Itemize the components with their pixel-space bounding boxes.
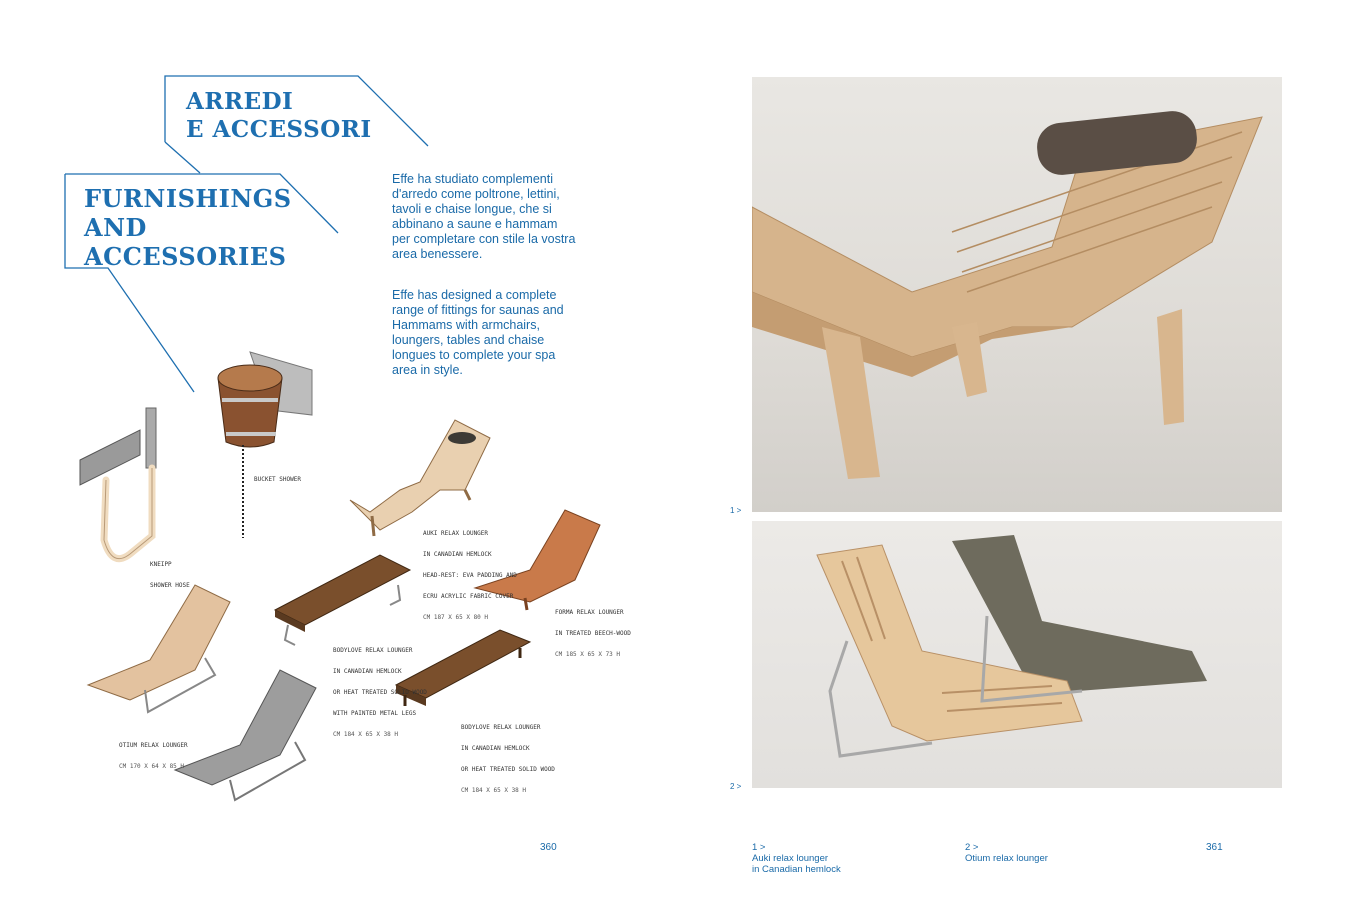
product-illustrations <box>0 340 660 810</box>
caption-line: in Canadian hemlock <box>752 864 841 875</box>
label-line: IN CANADIAN HEMLOCK <box>423 551 492 558</box>
caption-line: Auki relax lounger <box>752 853 829 864</box>
photo-marker-1: 1 > <box>730 506 742 515</box>
page-number-right: 361 <box>1206 842 1223 853</box>
caption-marker: 1 > <box>752 842 766 853</box>
label-bodylove-2 <box>461 710 555 801</box>
bodylove-lounger-1-illustration <box>275 555 410 645</box>
otium-loungers-photo-drawing <box>752 521 1282 788</box>
label-dims: CM 185 X 65 X 73 H <box>555 651 621 658</box>
caption-marker: 2 > <box>965 842 979 853</box>
label-auki <box>423 516 517 628</box>
label-line: IN CANADIAN HEMLOCK <box>333 668 402 675</box>
page-number-left: 360 <box>540 842 557 853</box>
intro-italian: Effe ha studiato complementi d'arredo come poltrone, lettini, tavoli e chaise longue, che si abbinano a saune e hammam per completare con stile la vostra area benessere. <box>392 172 576 261</box>
label-line: SHOWER HOSE <box>150 582 190 589</box>
otium-grey-lounger-illustration <box>175 670 316 800</box>
label-line: BUCKET SHOWER <box>254 476 301 483</box>
label-line: OR HEAT TREATED SOLID WOOD <box>333 689 427 696</box>
label-line: OR HEAT TREATED SOLID WOOD <box>461 766 555 773</box>
label-line: WITH PAINTED METAL LEGS <box>333 710 417 717</box>
label-forma <box>555 595 631 665</box>
label-line: FORMA RELAX LOUNGER <box>555 609 624 616</box>
title-en-line1: FURNISHINGS <box>84 184 292 213</box>
label-line: OTIUM RELAX LOUNGER <box>119 742 188 749</box>
label-line: IN TREATED BEECH-WOOD <box>555 630 631 637</box>
intro-english: Effe has designed a complete range of fittings for saunas and Hammams with armchairs, loungers, tables and chaise longues to complete your spa area in style. <box>392 288 564 377</box>
title-en-line3: ACCESSORIES <box>84 242 287 271</box>
title-en-line2: AND <box>84 213 147 242</box>
caption-1 <box>752 842 841 875</box>
label-line: IN CANADIAN HEMLOCK <box>461 745 530 752</box>
bucket-shower-illustration <box>218 352 312 538</box>
label-line: ECRU ACRYLIC FABRIC COVER <box>423 593 514 600</box>
title-it-line1: ARREDI <box>186 88 294 115</box>
label-bucket-shower <box>254 462 301 490</box>
label-dims: CM 184 X 65 X 38 H <box>333 731 399 738</box>
title-english <box>84 184 292 271</box>
caption-2 <box>965 842 1048 864</box>
photo-otium-loungers <box>752 521 1282 788</box>
title-it-line2: E ACCESSORI <box>186 116 372 143</box>
label-dims: CM 187 X 65 X 80 H <box>423 614 489 621</box>
label-bodylove-1 <box>333 633 427 745</box>
label-dims: CM 184 X 65 X 38 H <box>461 787 527 794</box>
label-dims: CM 170 X 64 X 85 H <box>119 763 185 770</box>
otium-wood-lounger-illustration <box>88 585 230 712</box>
label-otium <box>119 728 188 777</box>
label-line: AUKI RELAX LOUNGER <box>423 530 489 537</box>
kneipp-hose-illustration <box>80 408 156 559</box>
caption-line: Otium relax lounger <box>965 853 1048 864</box>
label-line: KNEIPP <box>150 561 172 568</box>
photo-marker-2: 2 > <box>730 782 742 791</box>
label-line: BODYLOVE RELAX LOUNGER <box>333 647 413 654</box>
label-line: HEAD-REST: EVA PADDING AND <box>423 572 517 579</box>
auki-lounger-photo-drawing <box>752 77 1282 512</box>
title-italian <box>186 88 372 144</box>
label-kneipp <box>150 547 190 596</box>
label-line: BODYLOVE RELAX LOUNGER <box>461 724 541 731</box>
photo-auki-lounger <box>752 77 1282 512</box>
